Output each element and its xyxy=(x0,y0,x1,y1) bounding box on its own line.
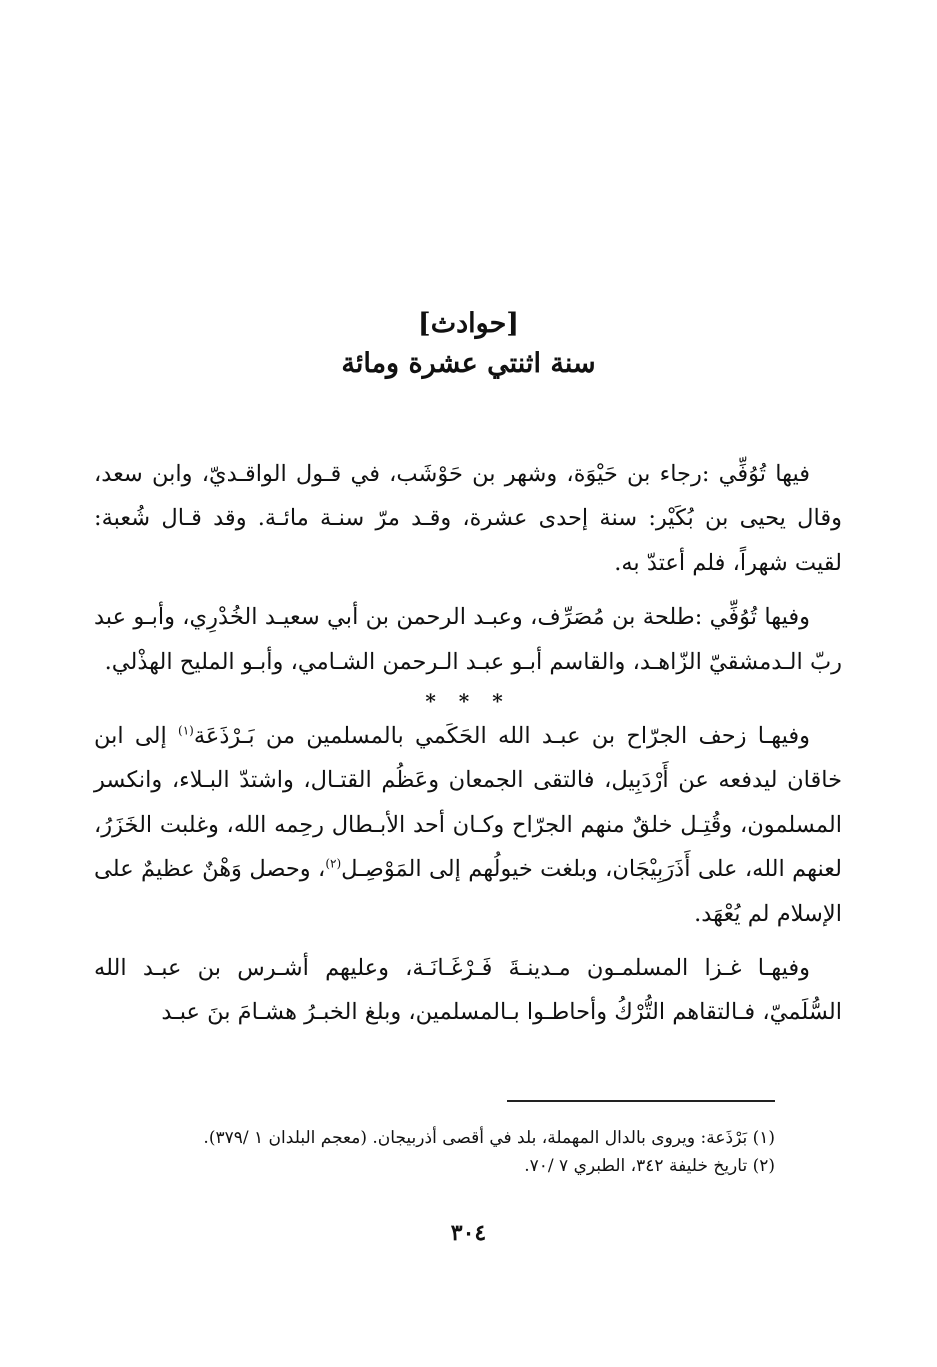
page-number: ٣٠٤ xyxy=(450,1220,487,1246)
paragraph-deaths-2: وفيها تُوُفِّي :طلحة بن مُصَرِّف، وعبـد الرحمن بن أبي سعيـد الخُدْرِي، وأبـو عبد ربّ الـدمشقيّ الزّاهـد، والقاسم أبـو عبـد الـرحمن الشـامي، وأبـو المليح الهذْلي. xyxy=(94,604,842,675)
footnote-divider xyxy=(507,1100,775,1102)
footnote-ref-1: (١) xyxy=(178,723,194,738)
paragraph-battle-part-2: إلى ابن خاقان ليدفعه عن أَرْدَبِيل، فالتقى الجمعان وعَظُم القتـال، واشتدّ البـلاء، وانكسر المسلمون، وقُتِـل خلقٌ منهم الجرّاح وكـان أحد الأبـطال رحِمه الله، وغلبت الخَزَرُ، لعنهم الله، على أَذَرَبِيْجَان، وبلغت خيولُهم إلى المَوْصِـل xyxy=(94,723,842,883)
footnote-2: (٢) تاريخ خليفة ٣٤٢، الطبري ٧ /٧٠. xyxy=(524,1156,775,1176)
paragraph-farghana: وفيهـا غـزا المسلمـون مـدينـةَ فَـرْغَـانَـة، وعليهم أشـرس بن عبـد الله السُّلَميّ، فـالتقاهم التُّرْكُ وأحاطـوا بـالمسلمين، وبلغ الخبـرُ هشـامَ بنَ عبـد xyxy=(94,955,842,1026)
section-separator: * * * xyxy=(425,689,511,714)
main-text xyxy=(94,452,842,1045)
footnote-ref-2: (٢) xyxy=(325,856,342,871)
paragraph-battle xyxy=(94,714,842,936)
paragraph-battle-part-3: ، وحصل وَهْنٌ عظيمٌ على الإسلام لم يُعْهَد. xyxy=(94,856,842,927)
footnote-1: (١) بَرْذَعة: ويروى بالدال المهملة، بلد في أقصى أذربيجان. (معجم البلدان ١ /٣٧٩). xyxy=(203,1128,775,1148)
year-title: سنة اثنتي عشرة ومائة xyxy=(341,348,596,379)
section-title: [حوادث] xyxy=(417,308,520,339)
paragraph-deaths-1: فيها تُوُفِّي :رجاء بن حَيْوَة، وشهر بن حَوْشَب، في قـول الواقـديّ، وابن سعد، وقال يحيى بن بُكَيْر: سنة إحدى عشرة، وقـد مرّ سنـة مائـة. وقد قـال شُعبة: لقيت شهراً، فلم أعتدّ به. xyxy=(94,461,842,576)
paragraph-battle-part-1: وفيهـا زحف الجرّاح بن عبـد الله الحَكَمي بالمسلمين من بَـرْذَعَة xyxy=(193,723,810,750)
footnotes xyxy=(91,1124,775,1180)
